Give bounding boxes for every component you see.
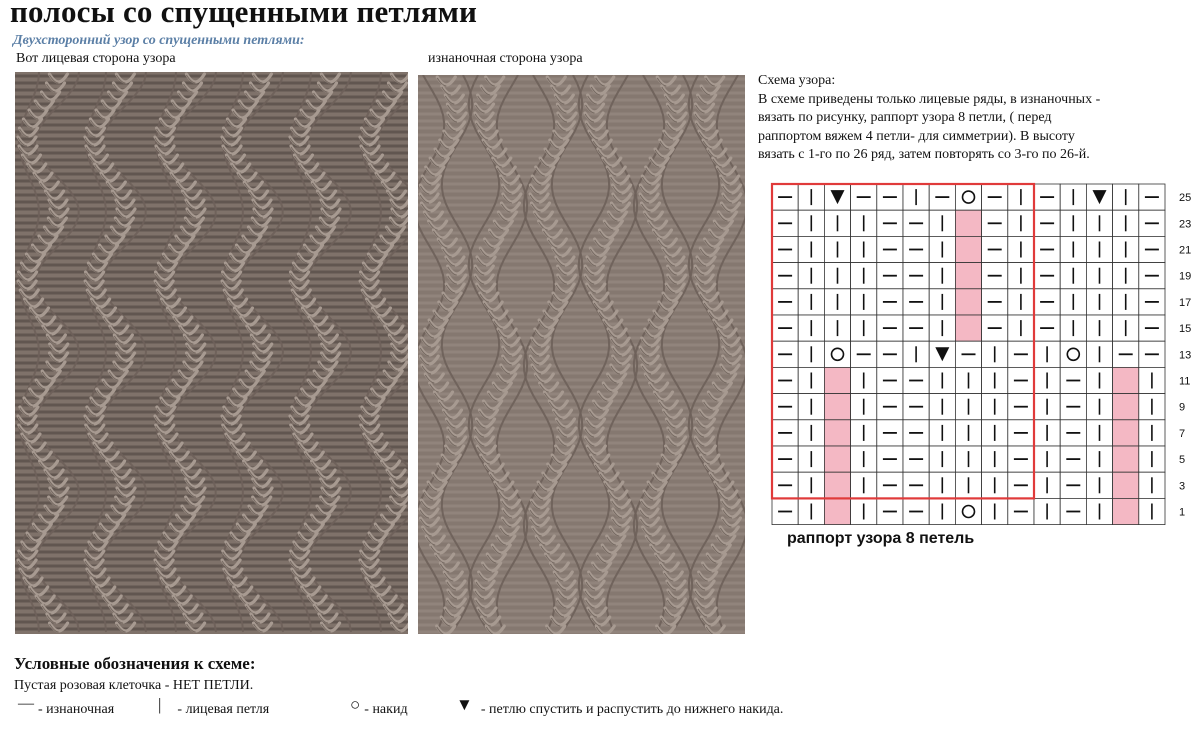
chart-cell	[1113, 498, 1139, 524]
front-side-caption: Вот лицевая сторона узора	[16, 51, 176, 66]
chart-cell	[1060, 341, 1086, 367]
back-side-caption: изнаночная сторона узора	[428, 51, 583, 66]
chart-cell	[1113, 446, 1139, 472]
row-number-label: 3	[1179, 480, 1186, 493]
legend-item-text: - петлю спустить и распустить до нижнего накида.	[480, 702, 784, 717]
row-number-label: 9	[1179, 401, 1186, 414]
chart-cell	[955, 210, 981, 236]
scheme-line: вязать с 1-го по 26 ряд, затем повторять со 3-го по 26-й.	[758, 147, 1090, 162]
row-number-label: 11	[1179, 375, 1191, 388]
chart-cell	[824, 420, 850, 446]
scheme-heading: Схема узора:	[758, 73, 836, 88]
row-number-label: 21	[1179, 244, 1192, 257]
row-number-label: 1	[1179, 506, 1186, 519]
rapport-label: раппорт узора 8 петель	[787, 530, 975, 547]
legend-title: Условные обозначения к схеме:	[14, 654, 256, 673]
chart-cell	[955, 498, 981, 524]
chart-cell	[955, 289, 981, 315]
scheme-description	[758, 72, 1198, 165]
knit-symbol-icon: |	[158, 695, 162, 714]
legend-item-text: - накид	[364, 702, 408, 717]
yarn-over-icon: ○	[350, 695, 361, 714]
front-side-photo	[15, 72, 408, 634]
back-side-photo	[418, 75, 745, 634]
chart-cell	[955, 315, 981, 341]
legend-item-knit	[158, 695, 270, 718]
chart-cell	[955, 236, 981, 262]
legend-item-text: - изнаночная	[38, 702, 115, 717]
page-title: полосы со спущенными петлями	[10, 0, 478, 29]
chart-cell	[824, 394, 850, 420]
chart-cell	[1113, 367, 1139, 393]
subtitle: Двухсторонний узор со спущенными петлями:	[13, 33, 305, 48]
chart-cell	[824, 367, 850, 393]
row-number-label: 17	[1179, 296, 1192, 309]
chart-cell	[955, 263, 981, 289]
knitting-chart	[760, 178, 1200, 530]
row-number-label: 7	[1179, 427, 1186, 440]
legend-item-text: - лицевая петля	[177, 702, 270, 717]
chart-cell	[955, 184, 981, 210]
scheme-line: В схеме приведены только лицевые ряды, в изнаночных -	[758, 91, 1101, 107]
legend-item-purl	[18, 695, 115, 718]
row-number-label: 13	[1179, 349, 1192, 362]
legend-item-drop-stitch	[456, 695, 784, 718]
scheme-line: раппортом вяжем 4 петли- для симметрии). В высоту	[758, 128, 1075, 144]
row-number-label: 15	[1179, 323, 1192, 336]
purl-symbol-icon: —	[18, 695, 34, 712]
chart-cell	[824, 498, 850, 524]
chart-cell	[1113, 394, 1139, 420]
legend-item-yarn-over	[350, 695, 408, 718]
scheme-line: вязать по рисунку, раппорт узора 8 петли, ( перед	[758, 110, 1052, 125]
legend-pink-cell-note: Пустая розовая клеточка - НЕТ ПЕТЛИ.	[14, 678, 254, 693]
row-number-label: 5	[1179, 454, 1186, 467]
row-number-label: 25	[1179, 192, 1192, 205]
chart-cell	[824, 472, 850, 498]
chart-cell	[1113, 472, 1139, 498]
chart-cell	[824, 446, 850, 472]
row-number-label: 19	[1179, 270, 1192, 283]
drop-stitch-triangle-icon: ▼	[456, 695, 473, 714]
chart-cell	[824, 341, 850, 367]
chart-cell	[1113, 420, 1139, 446]
row-number-label: 23	[1179, 218, 1192, 231]
